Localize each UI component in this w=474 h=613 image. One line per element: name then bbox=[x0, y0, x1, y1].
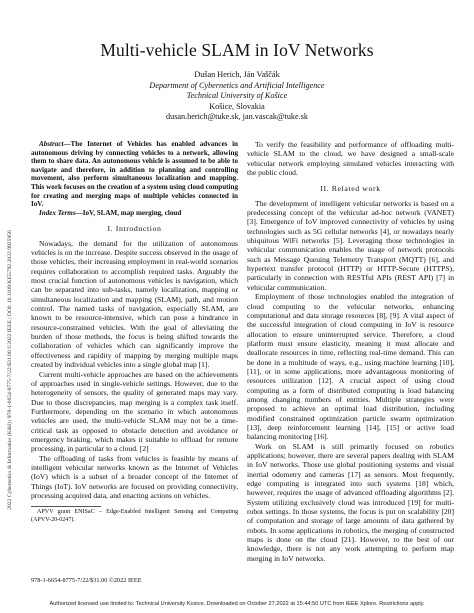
right-column bbox=[247, 140, 454, 563]
abstract bbox=[31, 140, 238, 209]
related-work-heading: II. Related work bbox=[320, 184, 381, 194]
footnote-rule bbox=[31, 506, 101, 507]
index-terms-text: —IoV, SLAM, map merging, cloud bbox=[75, 208, 182, 217]
intro-paragraph-1: Nowadays, the demand for the utilization of autonomous vehicles is on the increase. Despite success observed in the usage of those vehicles, their increasing employment in real-world scenarios requires collaboration to accomplish required tasks. Arguably the most crucial function of autonomous vehicles is navigation, which can be separated into sub-tasks, namely localization, mapping or simultaneous localization and mapping (SLAM), path, and motion control. The named tasks of navigation, especially SLAM, are known to be resource-intensive, which can pose a hindrance in resource-constrained vehicles. With the goal of alleviating the burden of those methods, the focus is being shifted towards the collaboration of vehicles which can significantly improve the effectiveness and rapidity of mapping by merging multiple maps created by individual vehicles into a single global map [1]. bbox=[31, 238, 238, 370]
author-block bbox=[0, 70, 474, 123]
introduction-heading: I. Introduction bbox=[107, 224, 162, 234]
grant-footnote: APVV grant ENISaC – Edge-Enabled Intelligent Sensing and Computing (APVV-20-0247). bbox=[31, 509, 238, 523]
intro-paragraph-2: Current multi-vehicle approaches are based on the achievements of approaches used in single-vehicle settings. However, due to the heterogeneity of sensors, the quality of generated maps may vary. Due to those discrepancies, map merging is a complex task itself. Furthermore, depending on the scenario in which autonomous vehicles are used, the multi-vehicle SLAM may not be a time-critical task as opposed to obstacle detection and avoidance or emergency braking, which makes it suitable to offload for remote processing, in particular to a cloud. [2] bbox=[31, 369, 238, 454]
doi-sidebar-text: 2022 Cybernetics & Informatics (K&I) | 978-1-6654-8775-7/22/$31.00 ©2022 IEEE | DOI: 10.1109/KI55792.2022.9925956 bbox=[7, 230, 13, 510]
author-university: Technical University of Košice bbox=[186, 91, 288, 101]
left-column bbox=[31, 140, 238, 524]
copyright-line: 978-1-6654-8775-7/22/$31.00 ©2022 IEEE bbox=[31, 577, 142, 584]
abstract-lead: Abstract bbox=[39, 140, 64, 148]
index-terms bbox=[31, 209, 238, 218]
author-location: Košice, Slovakia bbox=[209, 101, 265, 111]
intro-paragraph-3: The offloading of tasks from vehicles is feasible by means of intelligent vehicular networks known as the Internet of Vehicles (IoV) which is a subset of a broader concept of the Internet of Things (IoT). IoV networks are focused on providing connectivity, processing acquired data, and enacting actions on vehicles. bbox=[31, 453, 238, 500]
index-terms-lead: Index Terms bbox=[39, 208, 76, 217]
related-paragraph-3: Work on SLAM is still primarily focused on robotics applications; however, there are several papers dealing with SLAM in IoV networks. Those use global positioning systems and visual inertial odometry and cameras [17] as sensors. Most frequently, edge computing is integrated into such systems [18] which, however, requires the usage of advanced offloading algorithms [2]. System utilizing exclusively cloud was introduced [19] for multi-robot settings. In those systems, the focus is put on scalability [20] of computation and storage of large amounts of data gathered by robots. In some applications in robotics, the merging of constructed maps is done on the cloud [21]. However, to the best of our knowledge, there is not any work attempting to perform map merging in IoV networks. bbox=[247, 441, 454, 563]
author-emails: dusan.herich@tuke.sk, jan.vascak@tuke.sk bbox=[166, 112, 308, 122]
doi-sidebar bbox=[2, 160, 12, 580]
paper-title: Multi-vehicle SLAM in IoV Networks bbox=[100, 40, 374, 60]
abstract-text: —The Internet of Vehicles has enabled advances in autonomous driving by connecting vehicles to a network, allowing them to share data. An autonomous vehicle is assumed to be able to navigate and therefore, in addition to planning and controlling movement, also perform simultaneous localization and mapping. This work focuses on the creation of a system using cloud computing for creating and merging maps of multiple vehicles connected in IoV. bbox=[31, 140, 238, 209]
author-department: Department of Cybernetics and Artificial Intelligence bbox=[149, 80, 325, 90]
intro-paragraph-4: To verify the feasibility and performance of offloading multi-vehicle SLAM to the cloud, we have designed a small-scale vehicular network employing simulated vehicles interacting with the public cloud. bbox=[247, 140, 454, 178]
related-paragraph-2: Employment of those technologies enabled the integration of cloud computing to the vehicular networks, enhancing computational and data storage resources [8], [9]. A vital aspect of the successful integration of cloud computing in IoV is resource allocation to ensure uninterrupted service. Therefore, a cloud platform must ensure elasticity, meaning it must allocate and deallocate resources in time, reflecting real-time demand. This can be done in a multitude of ways, e.g., using machine learning [10], [11], or in some applications, more advantageous monitoring of resources utilization [12]. A crucial aspect of using cloud computing as a form of distributed computing is load balancing among changing numbers of entities. Multiple strategies were proposed to achieve an optimal load distribution, including modified constrained optimization particle swarm optimization [13], deep reinforcement learning [14], [15] or active load balancing monitoring [16]. bbox=[247, 292, 454, 442]
related-paragraph-1: The development of intelligent vehicular networks is based on a predecessing concept of the vehicular ad-hoc network (VANET) [3]. Emergence of IoV improved connectivity of vehicles by using technologies such as 5G cellular networks [4], or nowadays nearly ubiquitous WiFi networks [5]. Leveraging those technologies in vehicular communication enables the usage of network protocols such as Message Queuing Telemetry Transport (MQTT) [6], and hypertext transfer protocol (HTTP) or HTTP-Secure (HTTPS), particularly in connection with RESTful APIs (REST API) [7] in vehicular communication. bbox=[247, 198, 454, 292]
license-footer: Authorized licensed use limited to: Technical University Kosice. Downloaded on October 27,2022 at 15:44:50 UTC from IEEE Xplore. Restrictions apply. bbox=[49, 601, 425, 607]
author-names: Dušan Herich, Ján Vaščák bbox=[194, 70, 280, 79]
